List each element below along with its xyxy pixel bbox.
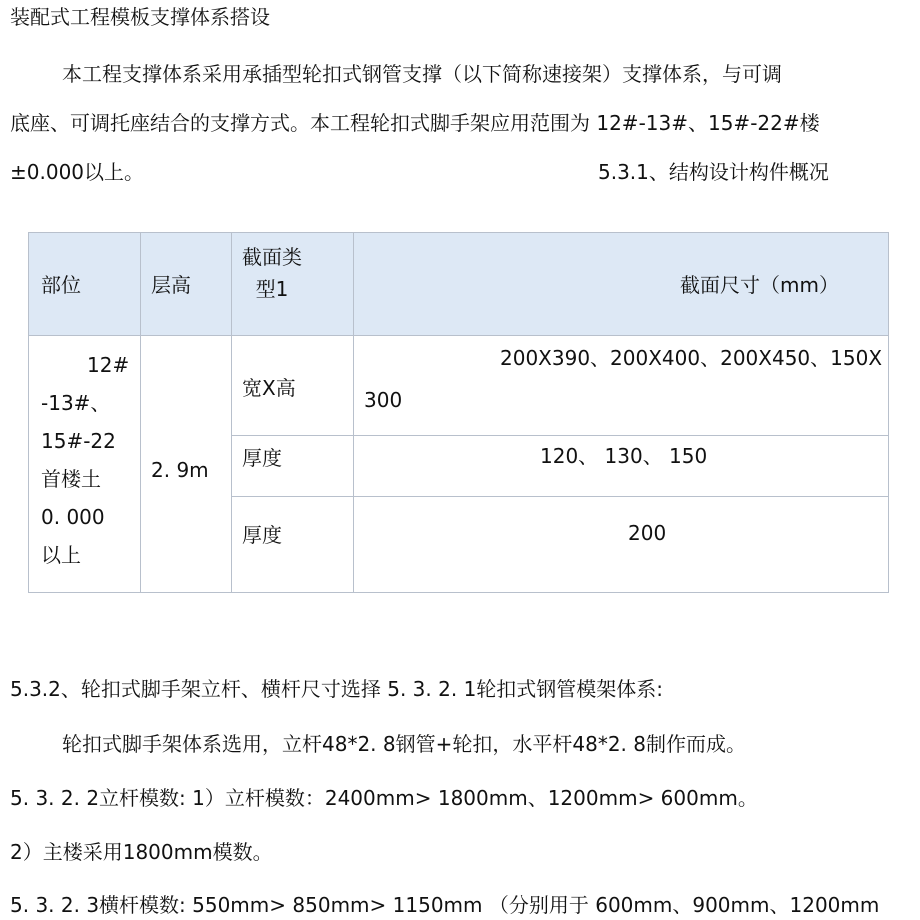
cell-type-row-2: 厚度 xyxy=(232,436,354,497)
cell-type-row-3: 厚度 xyxy=(232,497,354,593)
intro-paragraph-line-1: 本工程支撑体系采用承插型轮扣式钢管支撑（以下简称速接架）支撑体系，与可调 xyxy=(62,62,782,86)
table-row xyxy=(29,336,889,436)
paragraph-532-line-1: 5.3.2、轮扣式脚手架立杆、横杆尺寸选择 5. 3. 2. 1轮扣式钢管模架体系: xyxy=(10,677,664,701)
intro-paragraph-line-2: 底座、可调托座结合的支撑方式。本工程轮扣式脚手架应用范围为 12#-13#、15#-22#楼 xyxy=(10,111,820,135)
header-location: 部位 xyxy=(29,233,141,336)
cell-floor-height: 2. 9m xyxy=(141,336,232,593)
paragraph-532-line-2: 轮扣式脚手架体系选用，立杆48*2. 8钢管+轮扣，水平杆48*2. 8制作而成。 xyxy=(62,732,746,756)
header-section-size: 截面尺寸（mm） xyxy=(354,233,889,336)
paragraph-532-line-3: 5. 3. 2. 2立杆模数: 1）立杆模数：2400mm> 1800mm、1200mm> 600mm。 xyxy=(10,786,758,810)
header-floor-height: 层高 xyxy=(141,233,232,336)
component-overview-table xyxy=(28,232,888,593)
cell-size-row-3: 200 xyxy=(354,497,889,593)
section-title: 装配式工程模板支撑体系搭设 xyxy=(10,5,270,29)
table-header-row xyxy=(29,233,889,336)
header-section-type-line-1: 截面类 xyxy=(242,245,302,269)
paragraph-532-line-4: 2）主楼采用1800mm模数。 xyxy=(10,840,273,864)
cell-type-row-1: 宽X高 xyxy=(232,336,354,436)
cell-location: 12# -13#、 15#-22 首楼土 0. 000 以上 xyxy=(29,336,141,593)
header-section-type xyxy=(232,233,354,336)
subsection-heading-531: 5.3.1、结构设计构件概况 xyxy=(598,160,829,184)
cell-size-row-2: 120、 130、 150 xyxy=(354,436,889,497)
header-section-type-line-2: 型1 xyxy=(255,277,289,301)
cell-size-row-1: 200X390、200X400、200X450、150X 300 xyxy=(354,336,889,436)
paragraph-532-line-5: 5. 3. 2. 3横杆模数: 550mm> 850mm> 1150mm （分别用于 600mm、900mm、1200mm xyxy=(10,893,880,917)
intro-paragraph-line-3: ±0.000以上。 xyxy=(10,160,145,184)
